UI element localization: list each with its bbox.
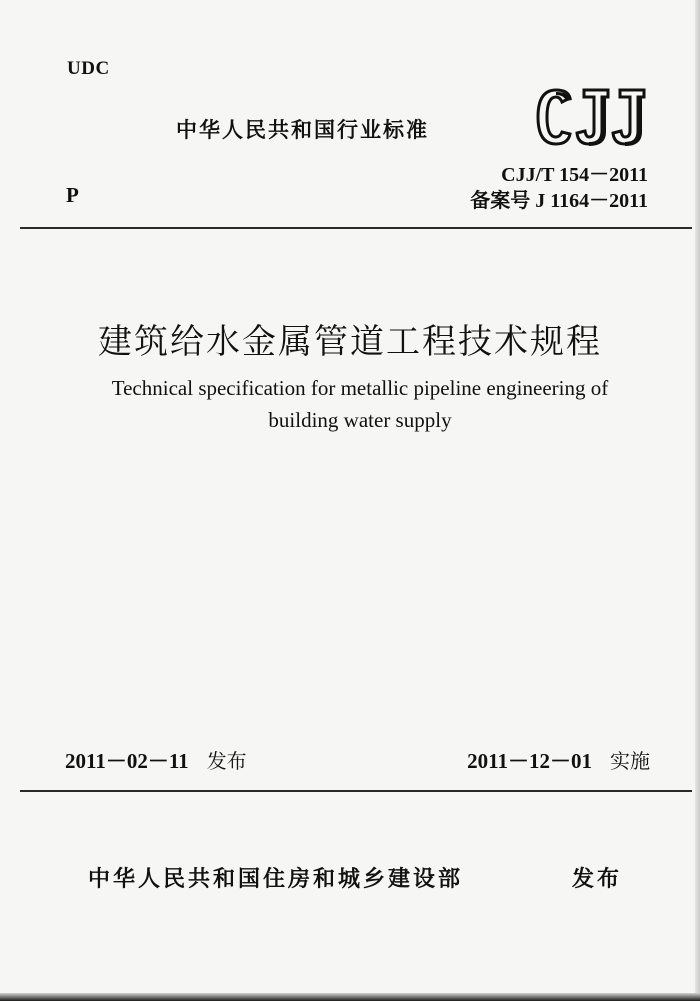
- issue-label: 发布: [206, 749, 247, 773]
- issue-date-block: [65, 745, 247, 775]
- implement-label: 实施: [610, 749, 650, 773]
- classification-code: P: [66, 183, 79, 207]
- cjj-logo: [532, 86, 652, 157]
- standard-codes: [470, 162, 648, 214]
- publisher-name: 中华人民共和国住房和城乡建设部: [88, 867, 464, 892]
- udc-label: UDC: [67, 58, 110, 79]
- record-number: 备案号 J 1164－2011: [470, 190, 648, 212]
- title-chinese: 建筑给水金属管道工程技术规程: [98, 322, 602, 362]
- bottom-divider: [20, 790, 692, 792]
- implement-date: 2011－12－01: [467, 749, 592, 773]
- standard-number: CJJ/T 154－2011: [501, 164, 648, 186]
- implement-date-block: [467, 745, 650, 775]
- page-edge-right: [695, 0, 700, 1001]
- top-divider: [20, 227, 692, 229]
- cjj-logo-text: CJJ: [592, 156, 594, 157]
- title-english-line2: building water supply: [268, 408, 452, 432]
- title-english: [70, 372, 650, 436]
- page-edge-bottom: [0, 993, 700, 1001]
- industry-standard-heading: 中华人民共和国行业标准: [176, 118, 429, 142]
- issue-date: 2011－02－11: [65, 749, 189, 773]
- title-english-line1: Technical specification for metallic pipeline engineering of: [111, 376, 609, 400]
- publish-label: 发布: [572, 867, 623, 892]
